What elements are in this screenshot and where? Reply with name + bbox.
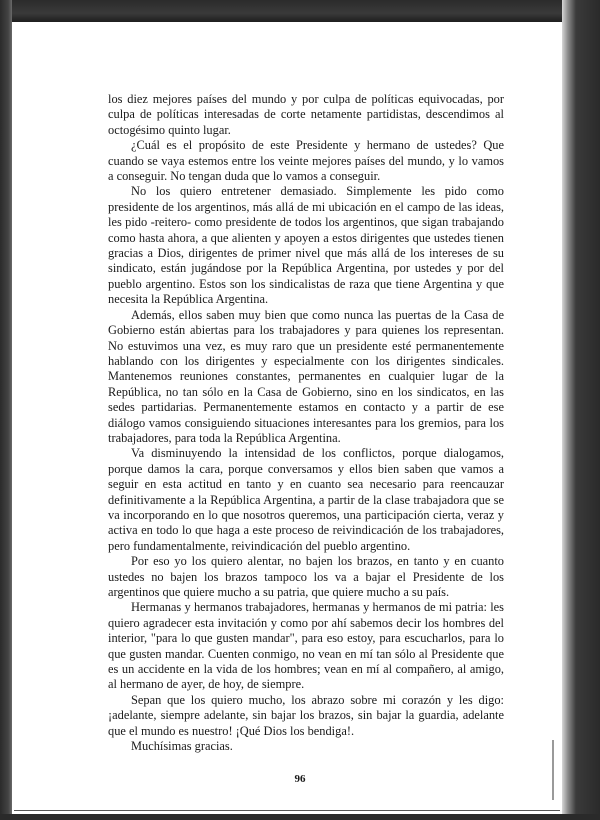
paragraph-2: ¿Cuál es el propósito de este Presidente y hermano de ustedes? Que cuando se vaya estemos entre los veinte mejores países del mundo, y lo vamos a conseguir. No tengan duda que lo vamos a conseguir. (108, 138, 504, 184)
paragraph-1: los diez mejores países del mundo y por culpa de políticas equivocadas, por culpa de políticas interesadas de corte netamente partidistas, descendimos al octogésimo quinto lugar. (108, 92, 504, 137)
document-body (108, 92, 504, 754)
paragraph-4: Además, ellos saben muy bien que como nunca las puertas de la Casa de Gobierno están abiertas para los trabajadores y para quienes los representan. No estuvimos una vez, es muy raro que un presidente esté permanentemente hablando con los dirigentes y especialmente con los dirigentes sindicales. Mantenemos reuniones constantes, permanentes en cualquier lugar de la República, no tan sólo en la Casa de Gobierno, sino en los sindicatos, en las sedes partidarias. Permanentemente estamos en contacto y a partir de ese diálogo vamos consiguiendo situaciones interesantes para los gremios, para los trabajadores, para toda la República Argentina. (108, 307, 504, 445)
paragraph-8: Sepan que los quiero mucho, los abrazo sobre mi corazón y les digo: ¡adelante, siempre adelante, sin bajar los brazos, sin bajar la guardia, adelante que el mundo es nuestro! ¡Qué Dios los bendiga!. (108, 692, 504, 738)
scan-shadow-left (0, 0, 12, 820)
scan-shadow-top (0, 0, 600, 22)
scan-shadow-right (562, 0, 600, 820)
bottom-rule (14, 810, 560, 811)
scan-shadow-bottom (0, 814, 600, 820)
page-edge-mark (552, 740, 554, 800)
paragraph-7: Hermanas y hermanos trabajadores, hermanas y hermanos de mi patria: les quiero agradecer esta invitación y como por ahí sabemos decir los hombres del interior, "para lo que gusten mandar", para eso estoy, para escucharlos, para lo que gusten mandar. Cuenten conmigo, no vean en mí tan sólo al Presidente que es un accidente en la vida de los hombres; vean en mí al compañero, al amigo, al hermano de ayer, de hoy, de siempre. (108, 600, 504, 692)
paragraph-6: Por eso yo los quiero alentar, no bajen los brazos, en tanto y en cuanto ustedes no bajen los brazos tampoco los va a bajar el Presidente de los argentinos que quiere mucho a su patria, que quiere mucho a su país. (108, 554, 504, 599)
paragraph-3: No los quiero entretener demasiado. Simplemente les pido como presidente de los argentinos, más allá de mi ubicación en el campo de las ideas, les pido -reitero- como presidente de todos los argentinos, que sigan trabajando como hasta ahora, a que alienten y apoyen a estos dirigentes que ustedes tienen gracias a Dios, dirigentes de primer nivel que más allá de los intereses de su sindicato, están jugándose por la República Argentina, por ustedes y por del pueblo argentino. Estos son los sindicalistas de raza que tiene Argentina y que necesita la República Argentina. (108, 184, 504, 307)
paragraph-5: Va disminuyendo la intensidad de los conflictos, porque dialogamos, porque damos la cara, porque conversamos y ellos bien saben que vamos a seguir en esta actitud en tanto y en cuanto sea necesario para reencauzar definitivamente a la República Argentina, a partir de la clase trabajadora que se va incorporando en lo que nosotros queremos, una participación cierta, veraz y activa en todo lo que haga a este proceso de reivindicación de los trabajadores, pero fundamentalmente, reivindicación del pueblo argentino. (108, 446, 504, 553)
page-number: 96 (294, 773, 306, 785)
paragraph-9: Muchísimas gracias. (131, 739, 233, 754)
